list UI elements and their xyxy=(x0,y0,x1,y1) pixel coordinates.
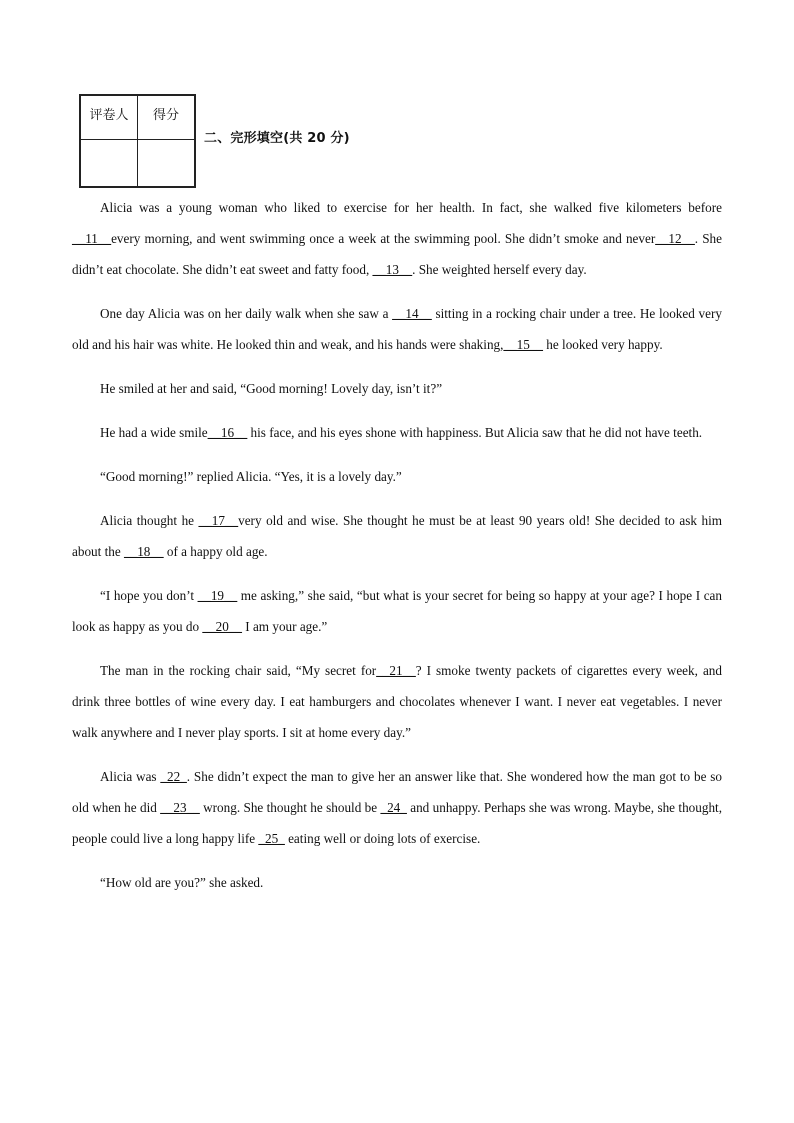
passage-text: and unhappy. Perhaps she was wrong. Maybe, she thought, people could live a long happy life xyxy=(72,800,722,846)
passage-text: Alicia was xyxy=(100,769,161,784)
answer-blank[interactable]: __17__ xyxy=(198,513,239,528)
passage-text: very old and wise. She thought he must be at least 90 years old! She decided to ask him about the xyxy=(72,513,723,559)
passage-text: . She didn’t eat chocolate. She didn’t eat sweet and fatty food, xyxy=(72,231,723,277)
score-cell[interactable] xyxy=(138,139,196,187)
score-label: 得分 xyxy=(138,95,196,139)
passage-text: he looked very happy. xyxy=(543,337,663,352)
passage-text: Alicia thought he xyxy=(100,513,199,528)
section-title: 二、完形填空(共 20 分) xyxy=(204,131,350,146)
passage-text: wrong. She thought he should be xyxy=(199,800,381,815)
passage-text: The man in the rocking chair said, “My secret for xyxy=(100,663,377,678)
passage-text: me asking,” she said, “but what is your secret for being so happy at your age? I hope I can look as happy as you do xyxy=(72,588,723,634)
passage-text: sitting in a rocking chair under a tree. He looked very old and his hair was white. He looked thin and weak, and his hands were shaking, xyxy=(72,306,722,352)
answer-blank[interactable]: __15__ xyxy=(503,337,543,352)
answer-blank[interactable]: __16__ xyxy=(207,425,248,440)
passage-text: his face, and his eyes shone with happiness. But Alicia saw that he did not have teeth. xyxy=(247,425,703,440)
answer-blank[interactable]: __14__ xyxy=(392,306,432,321)
answer-blank[interactable]: __20__ xyxy=(202,619,242,634)
passage-text: “I hope you don’t xyxy=(100,588,198,603)
passage-text: Alicia was a young woman who liked to exercise for her health. In fact, she walked five kilometers before xyxy=(100,200,722,215)
grader-label: 评卷人 xyxy=(80,95,138,139)
passage-text: every morning, and went swimming once a week at the swimming pool. She didn’t smoke and never xyxy=(111,231,656,246)
answer-blank[interactable]: __12__ xyxy=(655,231,695,246)
passage-text: . She didn’t expect the man to give her an answer like that. She wondered how the man got to be so old when he did xyxy=(72,769,722,815)
passage-text: One day Alicia was on her daily walk when she saw a xyxy=(100,306,393,321)
passage-text: eating well or doing lots of exercise. xyxy=(284,831,481,846)
passage-text: He had a wide smile xyxy=(100,425,208,440)
paragraph xyxy=(72,192,722,285)
answer-blank[interactable]: __21__ xyxy=(376,663,416,678)
answer-blank[interactable]: _25_ xyxy=(258,831,285,846)
paragraph xyxy=(72,298,722,360)
paragraph xyxy=(72,505,722,567)
paragraph xyxy=(72,655,722,748)
grader-cell[interactable] xyxy=(80,139,138,187)
passage-text: “Good morning!” replied Alicia. “Yes, it is a lovely day.” xyxy=(100,469,402,484)
paragraph xyxy=(72,580,722,642)
paragraph xyxy=(72,867,722,898)
passage-text: ? I smoke twenty packets of cigarettes every week, and drink three bottles of wine every day. I eat hamburgers and chocolates whenever I want. I never eat vegetables. I never walk anywhere and I never play sports. I sit at home every day.” xyxy=(72,663,722,740)
paragraph xyxy=(72,761,722,854)
cloze-passage xyxy=(72,192,722,911)
answer-blank[interactable]: __18__ xyxy=(124,544,164,559)
score-table xyxy=(79,94,196,188)
passage-text: of a happy old age. xyxy=(163,544,268,559)
answer-blank[interactable]: __23__ xyxy=(160,800,200,815)
answer-blank[interactable]: _24_ xyxy=(380,800,407,815)
answer-blank[interactable]: __11__ xyxy=(72,231,112,246)
paragraph xyxy=(72,373,722,404)
passage-text: I am your age.” xyxy=(241,619,328,634)
paragraph xyxy=(72,461,722,492)
answer-blank[interactable]: __19__ xyxy=(197,588,238,603)
passage-text: He smiled at her and said, “Good morning! Lovely day, isn’t it?” xyxy=(100,381,443,396)
paragraph xyxy=(72,417,722,448)
passage-text: “How old are you?” she asked. xyxy=(100,875,264,890)
answer-blank[interactable]: _22_ xyxy=(160,769,187,784)
answer-blank[interactable]: __13__ xyxy=(372,262,413,277)
passage-text: . She weighted herself every day. xyxy=(412,262,587,277)
